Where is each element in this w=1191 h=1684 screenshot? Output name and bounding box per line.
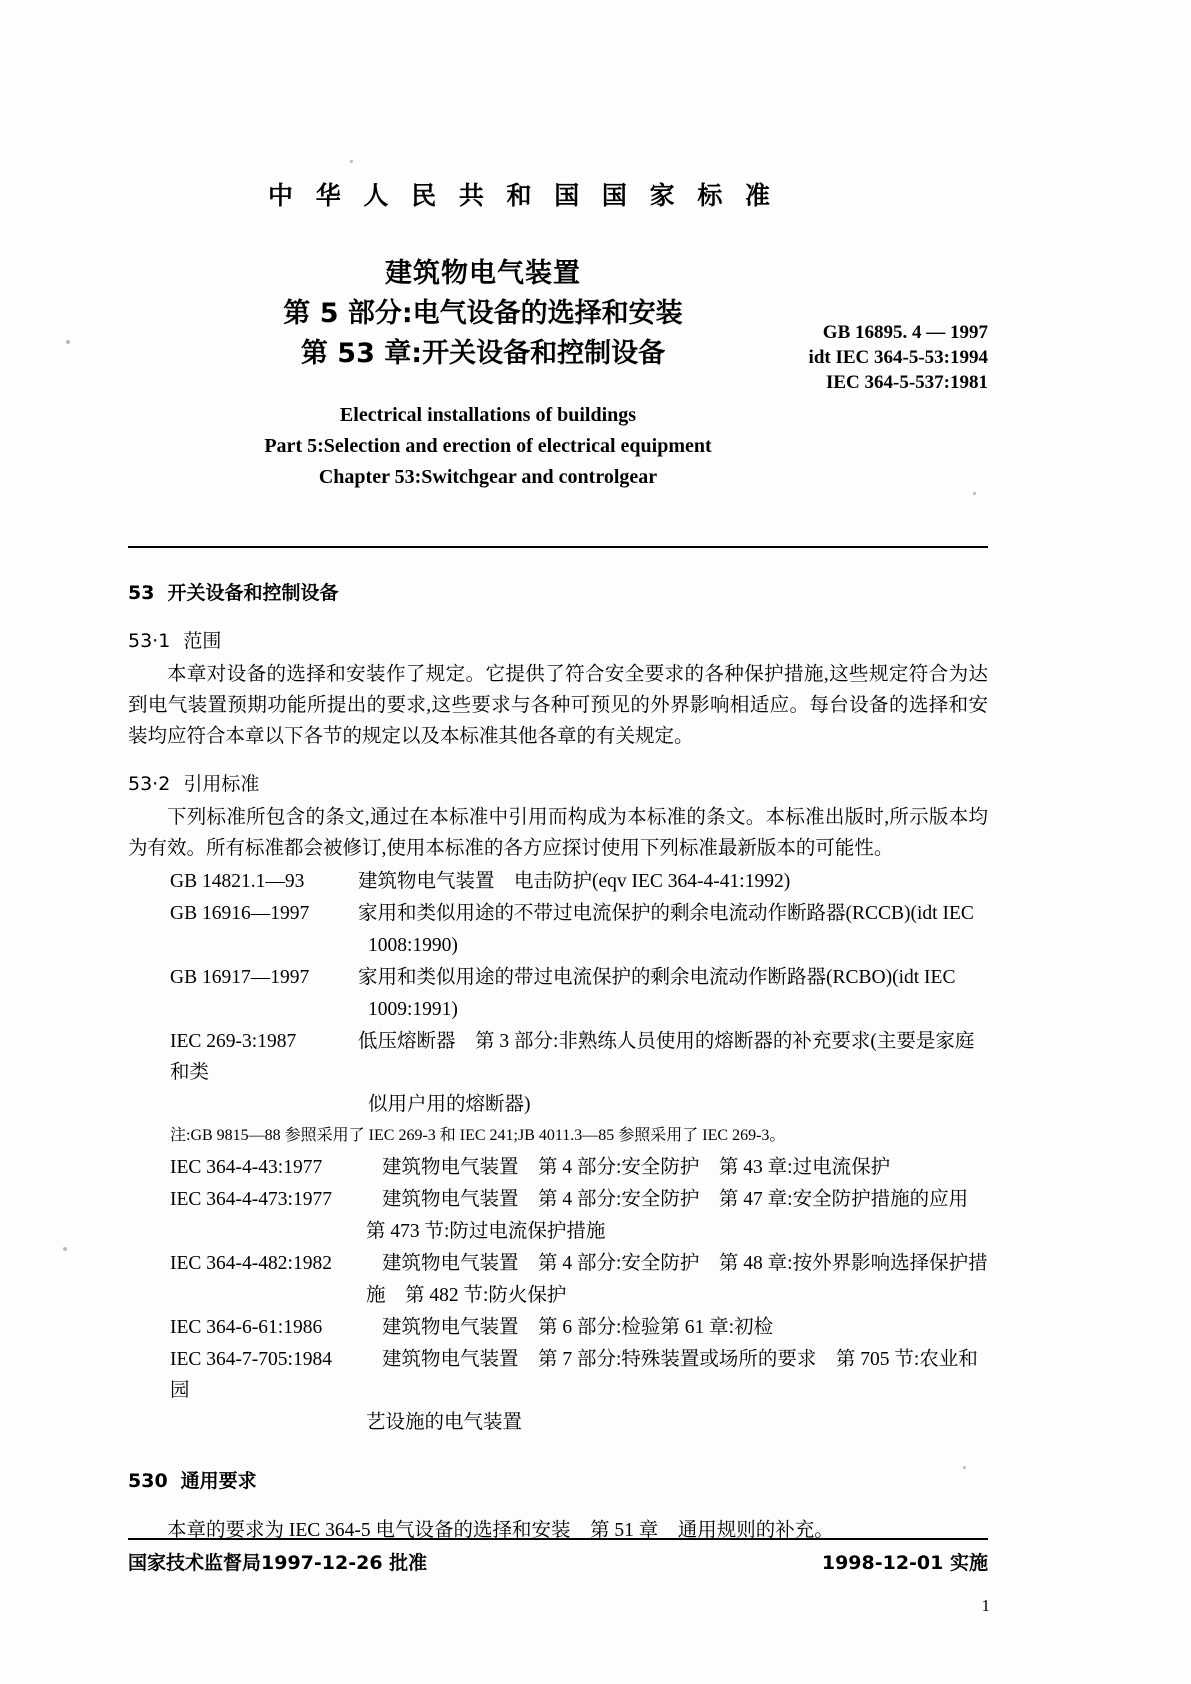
- section-title-53-1: 范围: [183, 630, 222, 652]
- reference-item: [128, 1184, 988, 1215]
- title-english-line-2: Part 5:Selection and erection of electrical equipment: [264, 435, 712, 457]
- title-chinese-line-2: 第 5 部分:电气设备的选择和安装: [283, 298, 683, 329]
- reference-item: [128, 962, 988, 993]
- reference-continuation: 1008:1990): [368, 935, 458, 956]
- section-title-53-2: 引用标准: [183, 773, 260, 795]
- section-number-53-2: 53·2: [128, 773, 171, 795]
- document-body: [128, 578, 988, 1546]
- page-number: 1: [981, 1596, 990, 1615]
- reference-note: 注:GB 9815—88 参照采用了 IEC 269-3 和 IEC 241;JB 4011.3—85 参照采用了 IEC 269-3。: [170, 1127, 786, 1144]
- reference-text: 家用和类似用途的带过电流保护的剩余电流动作断路器(RCBO)(idt IEC: [358, 967, 956, 988]
- reference-code: IEC 364-4-43:1977: [170, 1157, 323, 1178]
- title-english-line-3: Chapter 53:Switchgear and controlgear: [318, 466, 658, 488]
- page-content: [128, 0, 988, 1684]
- reference-text: 建筑物电气装置 第 4 部分:安全防护 第 47 章:安全防护措施的应用: [382, 1189, 969, 1210]
- reference-code: IEC 269-3:1987: [170, 1031, 297, 1052]
- section-number-53-1: 53·1: [128, 630, 171, 652]
- reference-item: [128, 1248, 988, 1279]
- reference-item: [128, 1152, 988, 1183]
- title-english-line-1: Electrical installations of buildings: [339, 404, 637, 426]
- english-title-group: [128, 400, 988, 493]
- section-title-530: 通用要求: [180, 1470, 257, 1492]
- header-divider-rule: [128, 546, 988, 548]
- reference-text: 建筑物电气装置 电击防护(eqv IEC 364-4-41:1992): [358, 871, 791, 892]
- standard-number-iec: IEC 364-5-537:1981: [825, 372, 988, 393]
- footer-implementation-text: 1998-12-01 实施: [821, 1552, 988, 1574]
- reference-code: GB 14821.1—93: [170, 871, 305, 892]
- reference-text: 家用和类似用途的不带过电流保护的剩余电流动作断路器(RCCB)(idt IEC: [358, 903, 974, 924]
- referenced-standards-list: [128, 866, 988, 1438]
- section-number-53: 53: [128, 582, 155, 604]
- section-heading-53: [128, 578, 988, 609]
- reference-item: [128, 898, 988, 929]
- reference-item: [128, 1312, 988, 1343]
- reference-text: 建筑物电气装置 第 6 部分:检验第 61 章:初检: [382, 1317, 774, 1338]
- section-530-paragraph: 本章的要求为 IEC 364-5 电气设备的选择和安装 第 51 章 通用规则的补充。: [167, 1520, 834, 1541]
- reference-item: [128, 1344, 988, 1406]
- section-title-53: 开关设备和控制设备: [167, 582, 339, 604]
- page-footer: [128, 1548, 988, 1575]
- reference-code: IEC 364-7-705:1984: [170, 1349, 332, 1370]
- section-53-1-paragraph: 本章对设备的选择和安装作了规定。它提供了符合安全要求的各种保护措施,这些规定符合为达到电气装置预期功能所提出的要求,这些要求与各种可预见的外界影响相适应。每台设备的选择和安装均应符合本章以下各节的规定以及本标准其他各章的有关规定。: [128, 664, 988, 747]
- standard-number-block: [809, 320, 988, 395]
- reference-code: IEC 364-6-61:1986: [170, 1317, 323, 1338]
- title-block: [128, 0, 988, 493]
- reference-code: GB 16916—1997: [170, 903, 310, 924]
- reference-continuation: 施 第 482 节:防火保护: [366, 1285, 567, 1306]
- reference-code: IEC 364-4-473:1977: [170, 1189, 332, 1210]
- reference-code: IEC 364-4-482:1982: [170, 1253, 332, 1274]
- reference-continuation: 艺设施的电气装置: [366, 1412, 523, 1433]
- reference-item: [128, 866, 988, 897]
- standard-number-idt-iec: idt IEC 364-5-53:1994: [808, 347, 988, 368]
- national-standard-heading: 中 华 人 民 共 和 国 国 家 标 准: [268, 181, 778, 210]
- section-heading-53-1: [128, 626, 988, 657]
- scan-speck: [63, 1247, 67, 1251]
- reference-text: 低压熔断器 第 3 部分:非熟练人员使用的熔断器的补充要求(主要是家庭和类: [170, 1031, 975, 1083]
- reference-continuation: 似用户用的熔断器): [368, 1094, 531, 1115]
- footer-divider-rule: [128, 1538, 988, 1540]
- section-number-530: 530: [128, 1470, 168, 1492]
- section-heading-53-2: [128, 769, 988, 800]
- title-chinese-line-3: 第 53 章:开关设备和控制设备: [300, 338, 666, 369]
- reference-continuation: 1009:1991): [368, 999, 458, 1020]
- reference-item: [128, 1026, 988, 1088]
- footer-approval-text: 国家技术监督局1997-12-26 批准: [128, 1552, 428, 1574]
- reference-text: 建筑物电气装置 第 4 部分:安全防护 第 43 章:过电流保护: [382, 1157, 891, 1178]
- title-chinese-line-1: 建筑物电气装置: [385, 258, 581, 289]
- reference-code: GB 16917—1997: [170, 967, 310, 988]
- standard-number-gb: GB 16895. 4 — 1997: [822, 322, 988, 343]
- scan-speck: [66, 340, 70, 344]
- section-heading-530: [128, 1466, 988, 1497]
- section-53-2-paragraph: 下列标准所包含的条文,通过在本标准中引用而构成为本标准的条文。本标准出版时,所示版本均为有效。所有标准都会被修订,使用本标准的各方应探讨使用下列标准最新版本的可能性。: [128, 807, 988, 859]
- reference-text: 建筑物电气装置 第 7 部分:特殊装置或场所的要求 第 705 节:农业和园: [170, 1349, 978, 1401]
- reference-continuation: 第 473 节:防过电流保护措施: [366, 1221, 606, 1242]
- reference-text: 建筑物电气装置 第 4 部分:安全防护 第 48 章:按外界影响选择保护措: [382, 1253, 988, 1274]
